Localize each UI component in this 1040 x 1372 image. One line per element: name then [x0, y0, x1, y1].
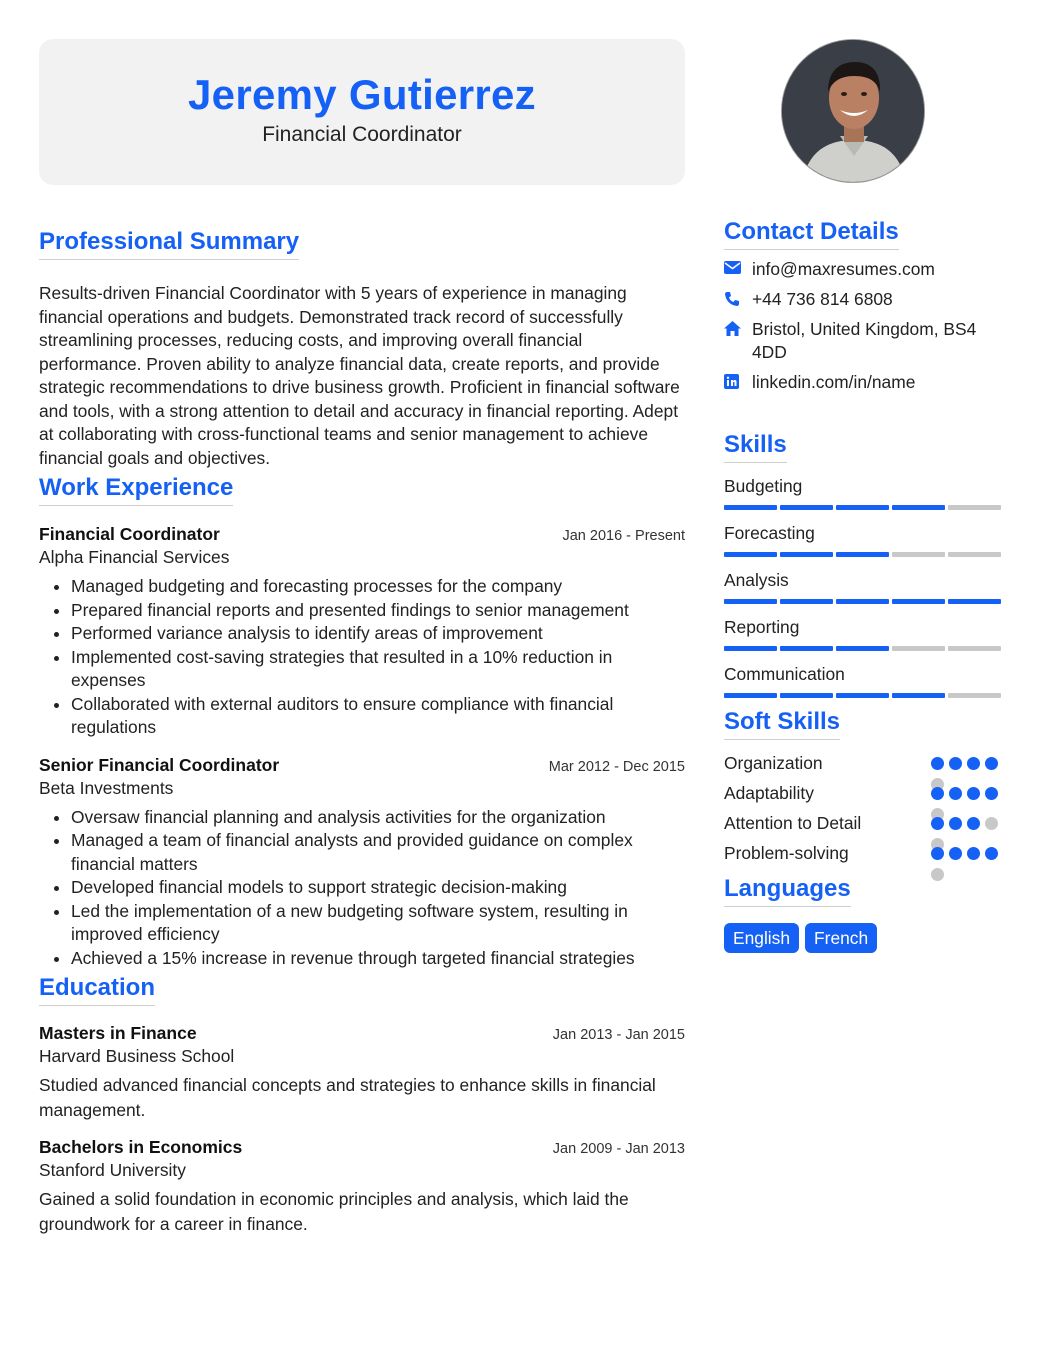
rating-dot-filled: [967, 787, 980, 800]
contact-email[interactable]: [724, 258, 1001, 281]
job-bullet: • Achieved a 15% increase in revenue through targeted financial strategies: [71, 947, 685, 971]
experience-heading: Work Experience: [39, 473, 233, 506]
job-bullet: • Prepared financial reports and presented findings to senior management: [71, 599, 685, 623]
skill-label: Reporting: [724, 617, 800, 637]
skill-bar-segment-filled: [724, 505, 777, 510]
job-bullet: • Performed variance analysis to identify areas of improvement: [71, 622, 685, 646]
job-bullet: • Collaborated with external auditors to ensure compliance with financial regulations: [71, 693, 685, 740]
degree-title: Bachelors in Economics: [39, 1137, 243, 1157]
skill-bar-segment-filled: [724, 599, 777, 604]
soft-skills-heading: Soft Skills: [724, 707, 840, 740]
linkedin-icon: [724, 371, 752, 389]
contact-phone[interactable]: [724, 288, 1001, 311]
rating-dot-filled: [949, 817, 962, 830]
skill-bar: [724, 693, 1001, 698]
degree-title: Masters in Finance: [39, 1023, 197, 1043]
candidate-name: Jeremy Gutierrez: [188, 71, 536, 118]
school-name: Harvard Business School: [39, 1046, 235, 1066]
soft-skill-dots: [931, 787, 1001, 800]
skill-item: [724, 616, 1001, 651]
skill-item: [724, 569, 1001, 604]
rating-dot-filled: [931, 757, 944, 770]
skill-bar-segment-filled: [836, 599, 889, 604]
skill-bar-segment-filled: [836, 646, 889, 651]
job-bullet: • Led the implementation of a new budgeting software system, resulting in improved efficiency: [71, 900, 685, 947]
rating-dot-filled: [931, 817, 944, 830]
skill-bar-segment-filled: [892, 599, 945, 604]
skill-bar-segment-filled: [892, 693, 945, 698]
skills-section: [724, 430, 1001, 698]
skill-bar-segment-filled: [724, 552, 777, 557]
soft-skill-label: Attention to Detail: [724, 812, 862, 833]
contact-linkedin[interactable]: [724, 371, 1001, 394]
skill-bar: [724, 599, 1001, 604]
education-entry: [39, 1021, 685, 1122]
skill-bar-segment-empty: [948, 552, 1001, 557]
job-title: Senior Financial Coordinator: [39, 754, 280, 775]
summary-text: Results-driven Financial Coordinator with 5 years of experience in managing financial operations and budgets. Demonstrated track record of successfully streamlining processes, reducing costs, and improving overall financial performance. Proven ability to analyze financial data, create reports, and provide strategic recommendations to drive business growth. Proficient in financial software and tools, with a strong attention to detail and accuracy in financial reporting. Adept at collaborating with cross-functional teams and senior management to achieve financial goals and objectives.: [39, 283, 680, 468]
education-date: Jan 2009 - Jan 2013: [552, 1141, 685, 1157]
skill-bar: [724, 646, 1001, 651]
skill-item: [724, 522, 1001, 557]
linkedin-text: linkedin.com/in/name: [752, 372, 916, 392]
job-bullets: [39, 575, 685, 740]
phone-icon: [724, 288, 752, 307]
education-description: Studied advanced financial concepts and strategies to enhance skills in financial management.: [39, 1075, 656, 1120]
summary-heading: Professional Summary: [39, 227, 299, 260]
main-column: [39, 39, 685, 1236]
soft-skill-dots: [931, 817, 1001, 830]
skill-bar-segment-empty: [892, 552, 945, 557]
experience-section: [39, 473, 685, 970]
skills-heading: Skills: [724, 430, 787, 463]
rating-dot-filled: [967, 757, 980, 770]
job-bullet: • Implemented cost-saving strategies that resulted in a 10% reduction in expenses: [71, 646, 685, 693]
job-date: Mar 2012 - Dec 2015: [548, 758, 685, 775]
skill-bar-segment-filled: [836, 693, 889, 698]
skill-label: Budgeting: [724, 476, 803, 496]
skill-bar: [724, 505, 1001, 510]
candidate-title: Financial Coordinator: [262, 123, 462, 146]
skill-bar-segment-filled: [780, 552, 833, 557]
skill-bar-segment-empty: [892, 646, 945, 651]
soft-skill-item: [724, 778, 1001, 808]
skill-label: Analysis: [724, 570, 789, 590]
rating-dot-filled: [985, 847, 998, 860]
skill-bar-segment-filled: [836, 505, 889, 510]
address-text: Bristol, United Kingdom, BS4 4DD: [752, 319, 977, 362]
education-entry: [39, 1135, 685, 1236]
job-company: Alpha Financial Services: [39, 547, 230, 567]
skill-bar: [724, 552, 1001, 557]
skill-label: Forecasting: [724, 523, 815, 543]
skill-bar-segment-empty: [948, 646, 1001, 651]
skill-bar-segment-filled: [724, 646, 777, 651]
contact-heading: Contact Details: [724, 217, 899, 250]
job-bullet: • Oversaw financial planning and analysis activities for the organization: [71, 806, 685, 830]
soft-skills-section: [724, 707, 1001, 868]
job-title: Financial Coordinator: [39, 524, 220, 544]
avatar-portrait: [782, 40, 925, 183]
email-text: info@maxresumes.com: [752, 259, 935, 279]
rating-dot-filled: [985, 757, 998, 770]
job-company: Beta Investments: [39, 777, 174, 798]
education-section: [39, 973, 685, 1236]
soft-skill-dots: [931, 847, 1001, 860]
phone-text: +44 736 814 6808: [752, 289, 893, 309]
soft-skill-label: Problem-solving: [724, 842, 849, 863]
skill-bar-segment-filled: [836, 552, 889, 557]
skill-bar-segment-filled: [780, 599, 833, 604]
soft-skill-item: [724, 748, 1001, 778]
language-badge: English: [724, 923, 799, 953]
rating-dot-filled: [949, 757, 962, 770]
job-date: Jan 2016 - Present: [562, 528, 685, 544]
job-bullet: • Managed budgeting and forecasting processes for the company: [71, 575, 685, 599]
rating-dot-filled: [931, 847, 944, 860]
rating-dot-empty: [985, 817, 998, 830]
skill-item: [724, 663, 1001, 698]
rating-dot-filled: [949, 787, 962, 800]
rating-dot-filled: [931, 787, 944, 800]
languages-section: [724, 874, 1001, 953]
skill-bar-segment-filled: [780, 505, 833, 510]
education-description: Gained a solid foundation in economic principles and analysis, which laid the groundwork for a career in finance.: [39, 1189, 629, 1234]
skill-label: Communication: [724, 664, 845, 684]
skill-bar-segment-filled: [780, 646, 833, 651]
skill-bar-segment-filled: [948, 599, 1001, 604]
skill-bar-segment-empty: [948, 505, 1001, 510]
sidebar-column: [724, 39, 1001, 953]
soft-skill-label: Adaptability: [724, 782, 814, 803]
envelope-icon: [724, 258, 752, 274]
profile-photo: [781, 39, 925, 183]
language-badge: French: [805, 923, 877, 953]
job-bullet: • Developed financial models to support strategic decision-making: [71, 876, 685, 900]
skill-item: [724, 475, 1001, 510]
job-bullets: [39, 806, 685, 971]
soft-skill-item: [724, 838, 1001, 868]
job-bullet: • Managed a team of financial analysts and provided guidance on complex financial matters: [71, 829, 685, 876]
rating-dot-filled: [985, 787, 998, 800]
skill-bar-segment-filled: [892, 505, 945, 510]
education-heading: Education: [39, 973, 155, 1006]
summary-section: [39, 227, 685, 470]
job-entry: [39, 753, 685, 971]
rating-dot-empty: [931, 868, 944, 881]
education-date: Jan 2013 - Jan 2015: [552, 1027, 685, 1043]
skill-bar-segment-filled: [780, 693, 833, 698]
skill-bar-segment-empty: [948, 693, 1001, 698]
soft-skill-item: [724, 808, 1001, 838]
header-card: [39, 39, 685, 185]
rating-dot-filled: [949, 847, 962, 860]
contact-address: [724, 318, 1001, 364]
languages-heading: Languages: [724, 874, 851, 907]
job-entry: [39, 522, 685, 740]
school-name: Stanford University: [39, 1160, 186, 1180]
soft-skill-dots: [931, 757, 1001, 770]
skills-list: [724, 475, 1001, 698]
skill-bar-segment-filled: [724, 693, 777, 698]
soft-skill-label: Organization: [724, 752, 823, 773]
home-icon: [724, 318, 752, 336]
rating-dot-filled: [967, 847, 980, 860]
contact-section: [724, 217, 1001, 394]
rating-dot-filled: [967, 817, 980, 830]
